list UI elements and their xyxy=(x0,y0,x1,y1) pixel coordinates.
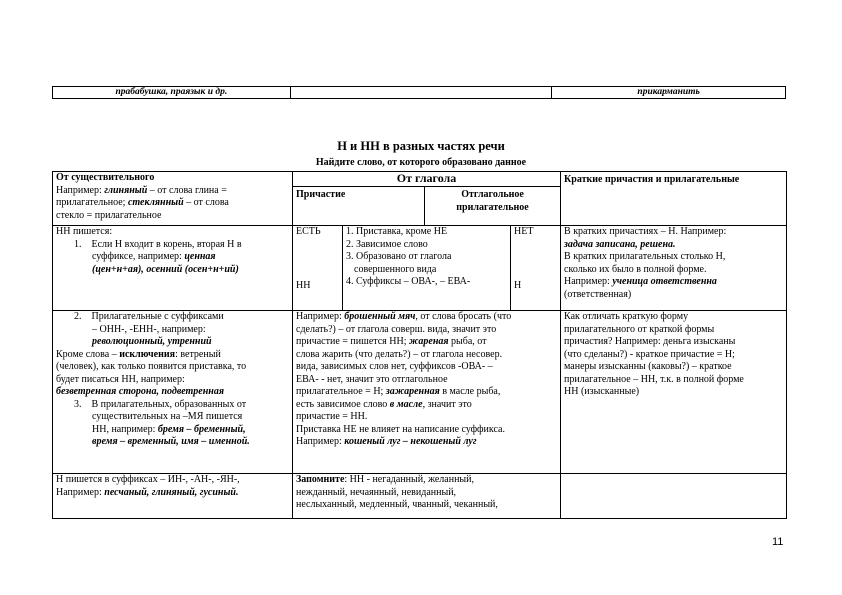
example-label: Например: xyxy=(56,184,105,196)
rule-text: сделать?) – от глагола соверш. вида, значит это xyxy=(296,323,497,335)
rule-text: , значит это xyxy=(422,398,472,410)
rule-text: В прилагательных, образованных от xyxy=(91,398,247,410)
rule-text: неслыханный, медленный, чванный, чеканный, xyxy=(296,499,498,510)
rule-text: (ответственная) xyxy=(564,288,632,300)
table-header-row xyxy=(53,172,787,187)
rule-text: причастие = НН. xyxy=(296,411,368,422)
rule-text: причастия? Например: деньга изысканы xyxy=(564,336,736,347)
example-label: Например: xyxy=(56,486,105,498)
example-word: брошенный мяч xyxy=(344,311,416,322)
row1-noun-cell xyxy=(53,226,293,311)
example-word: жареная xyxy=(409,336,449,347)
rules-table xyxy=(52,171,787,519)
table-row xyxy=(53,87,786,99)
rule-text: суффиксе, например: xyxy=(92,251,185,262)
continuation-cell-2 xyxy=(290,87,552,99)
rule-text: ЕВА- - нет, значит это отглагольное xyxy=(296,373,448,385)
rule-text: НН, например: xyxy=(92,423,158,435)
example-word: глиняный xyxy=(104,184,148,196)
rule-item: совершенного вида xyxy=(354,263,437,275)
list-number: 1. xyxy=(74,238,82,250)
rule-item: 1. Приставка, кроме НЕ xyxy=(346,226,448,237)
header-short-cell: Краткие причастия и прилагательные xyxy=(561,172,787,226)
example-word: в масле xyxy=(389,398,423,410)
rule-text: есть зависимое слово xyxy=(296,398,390,410)
row1-est-cell xyxy=(293,226,343,311)
rule-item: 2. Зависимое слово xyxy=(346,238,428,250)
rule-text: существительных на –МЯ пишется xyxy=(92,411,243,422)
row1-rules-cell xyxy=(343,226,511,311)
list-number: 3. xyxy=(74,398,82,410)
n-label: Н xyxy=(514,280,522,291)
rule-text: сколько их было в полной форме. xyxy=(564,263,707,275)
rule-text: Приставка НЕ не влияет на написание суффикса. xyxy=(296,423,505,435)
rule-heading: НН пишется: xyxy=(56,226,113,237)
header-verbal-adj-cell xyxy=(425,187,561,226)
example-word: (цен+н+ая), xyxy=(92,263,144,275)
example-word: ценная xyxy=(184,251,216,262)
est-label: ЕСТЬ xyxy=(296,226,321,237)
example-text: – от слова глина = xyxy=(147,184,227,196)
rule-text: Прилагательные с суффиксами xyxy=(91,311,224,322)
example-word: революционный, утренний xyxy=(92,336,212,347)
rule-text: вида, зависимых слов нет, суффиксов -ОВА- – xyxy=(296,361,493,372)
example-word: осенний (осен+н+ий) xyxy=(143,263,239,275)
rule-text: прилагательного от краткой формы xyxy=(564,323,715,335)
continuation-cell-3: прикарманить xyxy=(552,87,786,99)
rule-text: : ветреный xyxy=(175,348,221,360)
continuation-row-table xyxy=(52,86,786,99)
rule-item: 4. Суффиксы – ОВА-, – ЕВА- xyxy=(346,276,471,287)
example-word: зажаренная xyxy=(385,386,440,397)
example-text: стекло = прилагательное xyxy=(56,209,162,221)
example-word: ученица ответственна xyxy=(612,276,717,287)
example-word: кошеный луг – некошеный луг xyxy=(344,436,477,447)
rule-text: нежданный, нечаянный, невиданный, xyxy=(296,486,457,498)
rule-text: – ОНН-, -ЕНН-, например: xyxy=(92,323,206,335)
example-label: Например: xyxy=(564,276,613,287)
rule-text: Как отличать краткую форму xyxy=(564,311,689,322)
example-word: время – временный, имя – именной. xyxy=(92,436,250,447)
net-label: НЕТ xyxy=(514,226,534,237)
rule-text: прилагательное = Н; xyxy=(296,386,386,397)
table-row xyxy=(53,474,787,519)
page-number: 11 xyxy=(772,536,784,548)
rule-text: прилагательное – НН, т.к. в полной форме xyxy=(564,373,744,385)
rule-text: будет писаться НН, например: xyxy=(56,373,185,385)
row2-noun-cell xyxy=(53,311,293,474)
nn-label: НН xyxy=(296,280,311,291)
rule-text: (что сделаны?) - краткое причастие = Н; xyxy=(564,348,735,360)
row2-verb-cell xyxy=(293,311,561,474)
rule-text: В кратких причастиях – Н. Например: xyxy=(564,226,727,237)
table-row xyxy=(53,226,787,311)
exception-word: исключения xyxy=(119,348,176,360)
rule-text: Н пишется в суффиксах – ИН-, -АН-, -ЯН-, xyxy=(56,474,240,485)
rule-text: причастие = пишется НН; xyxy=(296,336,410,347)
rule-text: слова жарить (что делать?) – от глагола несовер. xyxy=(296,348,503,360)
header-verb-cell: От глагола xyxy=(293,172,561,187)
rule-text: В кратких прилагательных столько Н, xyxy=(564,251,726,262)
rule-item: 3. Образовано от глагола xyxy=(346,251,452,262)
row3-noun-cell xyxy=(53,474,293,519)
row2-short-cell xyxy=(561,311,787,474)
rule-text: в масле рыба, xyxy=(439,386,501,397)
row3-short-cell xyxy=(561,474,787,519)
rule-text: (человек), как только появится приставка, то xyxy=(56,361,247,372)
example-word: стеклянный xyxy=(127,197,184,208)
example-word: безветренная сторона, подветренная xyxy=(56,386,224,397)
example-word: песчаный, глиняный, гусиный. xyxy=(104,486,239,498)
rule-text: : НН - негаданный, желанный, xyxy=(344,474,475,485)
header-participle-cell: Причастие xyxy=(293,187,425,226)
header-noun-cell xyxy=(53,172,293,226)
rule-text: манеры изысканны (каковы?) – краткое xyxy=(564,361,732,372)
rule-text: рыба, от xyxy=(448,336,487,347)
row1-short-cell xyxy=(561,226,787,311)
row1-net-cell xyxy=(511,226,561,311)
remember-label: Запомните xyxy=(296,474,345,485)
header-verbal-adj-line: прилагательное xyxy=(456,201,529,213)
rule-text: НН (изысканные) xyxy=(564,386,640,397)
rule-text: Если Н входит в корень, вторая Н в xyxy=(91,238,242,250)
rule-text: Кроме слова – xyxy=(56,348,120,360)
example-text: – от слова xyxy=(183,197,229,208)
table-row xyxy=(53,311,787,474)
header-noun-title: От существительного xyxy=(56,172,155,183)
example-label: Например: xyxy=(296,436,345,447)
row3-verb-cell xyxy=(293,474,561,519)
example-label: Например: xyxy=(296,311,345,322)
rule-text: , от слова бросать (что xyxy=(415,311,512,322)
example-word: задача записана, решена. xyxy=(564,238,676,250)
page-subtitle: Найдите слово, от которого образовано данное xyxy=(315,157,527,168)
page-title: Н и НН в разных частях речи xyxy=(337,139,505,153)
list-number: 2. xyxy=(74,311,82,322)
header-verbal-adj-line: Отглагольное xyxy=(461,189,524,200)
example-word: бремя – бременный, xyxy=(157,423,246,435)
continuation-cell-1: прабабушка, праязык и др. xyxy=(53,87,291,99)
example-text: прилагательное; xyxy=(56,197,128,208)
